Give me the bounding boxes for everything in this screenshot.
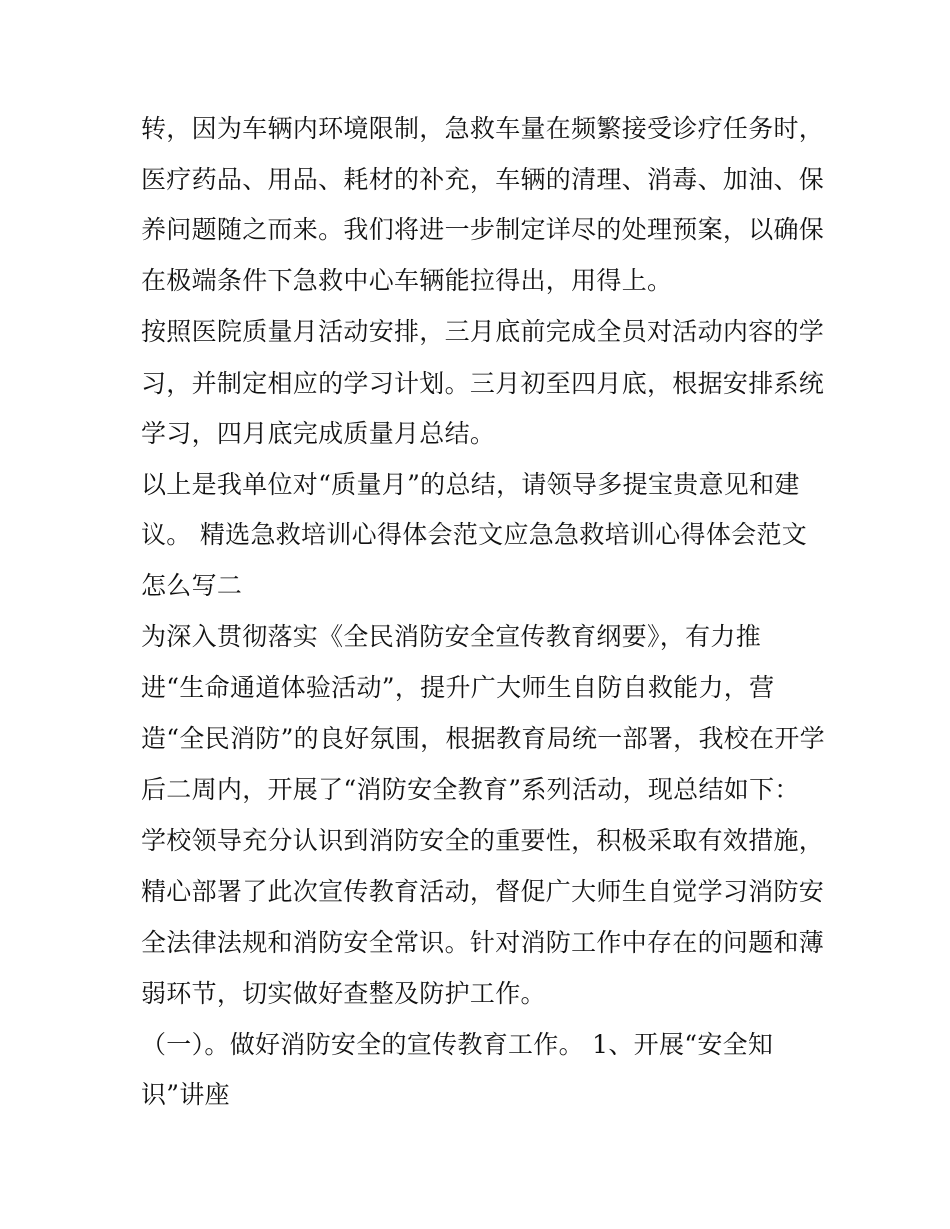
text-line: 养问题随之而来。我们将进一步制定详尽的处理预案，以确保 xyxy=(141,215,825,244)
text-line: 后二周内，开展了“消防安全教育”系列活动，现总结如下： xyxy=(141,775,800,804)
text-line: 进“生命通道体验活动”，提升广大师生自防自救能力，营 xyxy=(141,673,775,702)
text-line: 按照医院质量月活动安排，三月底前完成全员对活动内容的学 xyxy=(141,317,825,346)
text-line: 弱环节，切实做好查整及防护工作。 xyxy=(141,979,546,1008)
text-line: 在极端条件下急救中心车辆能拉得出，用得上。 xyxy=(141,266,673,295)
text-line: 为深入贯彻落实《全民消防安全宣传教育纲要》，有力推 xyxy=(141,622,762,651)
text-line: 医疗药品、用品、耗材的补充，车辆的清理、消毒、加油、保 xyxy=(141,165,825,194)
text-line: 全法律法规和消防安全常识。针对消防工作中存在的问题和薄 xyxy=(141,928,825,957)
text-line: 学校领导充分认识到消防安全的重要性，积极采取有效措施， xyxy=(141,826,825,855)
text-line: （一）。做好消防安全的宣传教育工作。 1、开展“安全知 xyxy=(141,1030,774,1059)
text-line: 精心部署了此次宣传教育活动，督促广大师生自觉学习消防安 xyxy=(141,877,825,906)
text-line: 习，并制定相应的学习计划。三月初至四月底，根据安排系统 xyxy=(141,369,825,398)
text-line: 转，因为车辆内环境限制，急救车量在频繁接受诊疗任务时， xyxy=(141,114,825,143)
text-line: 议。 精选急救培训心得体会范文应急急救培训心得体会范文 xyxy=(141,520,808,549)
text-line: 怎么写二 xyxy=(141,571,243,600)
text-line: 造“全民消防”的良好氛围，根据教育局统一部署，我校在开学 xyxy=(141,724,825,753)
text-line: 学习，四月底完成质量月总结。 xyxy=(141,419,496,448)
text-line: 以上是我单位对“质量月”的总结，请领导多提宝贵意见和建 xyxy=(141,470,800,499)
text-line: 识”讲座 xyxy=(141,1080,230,1109)
